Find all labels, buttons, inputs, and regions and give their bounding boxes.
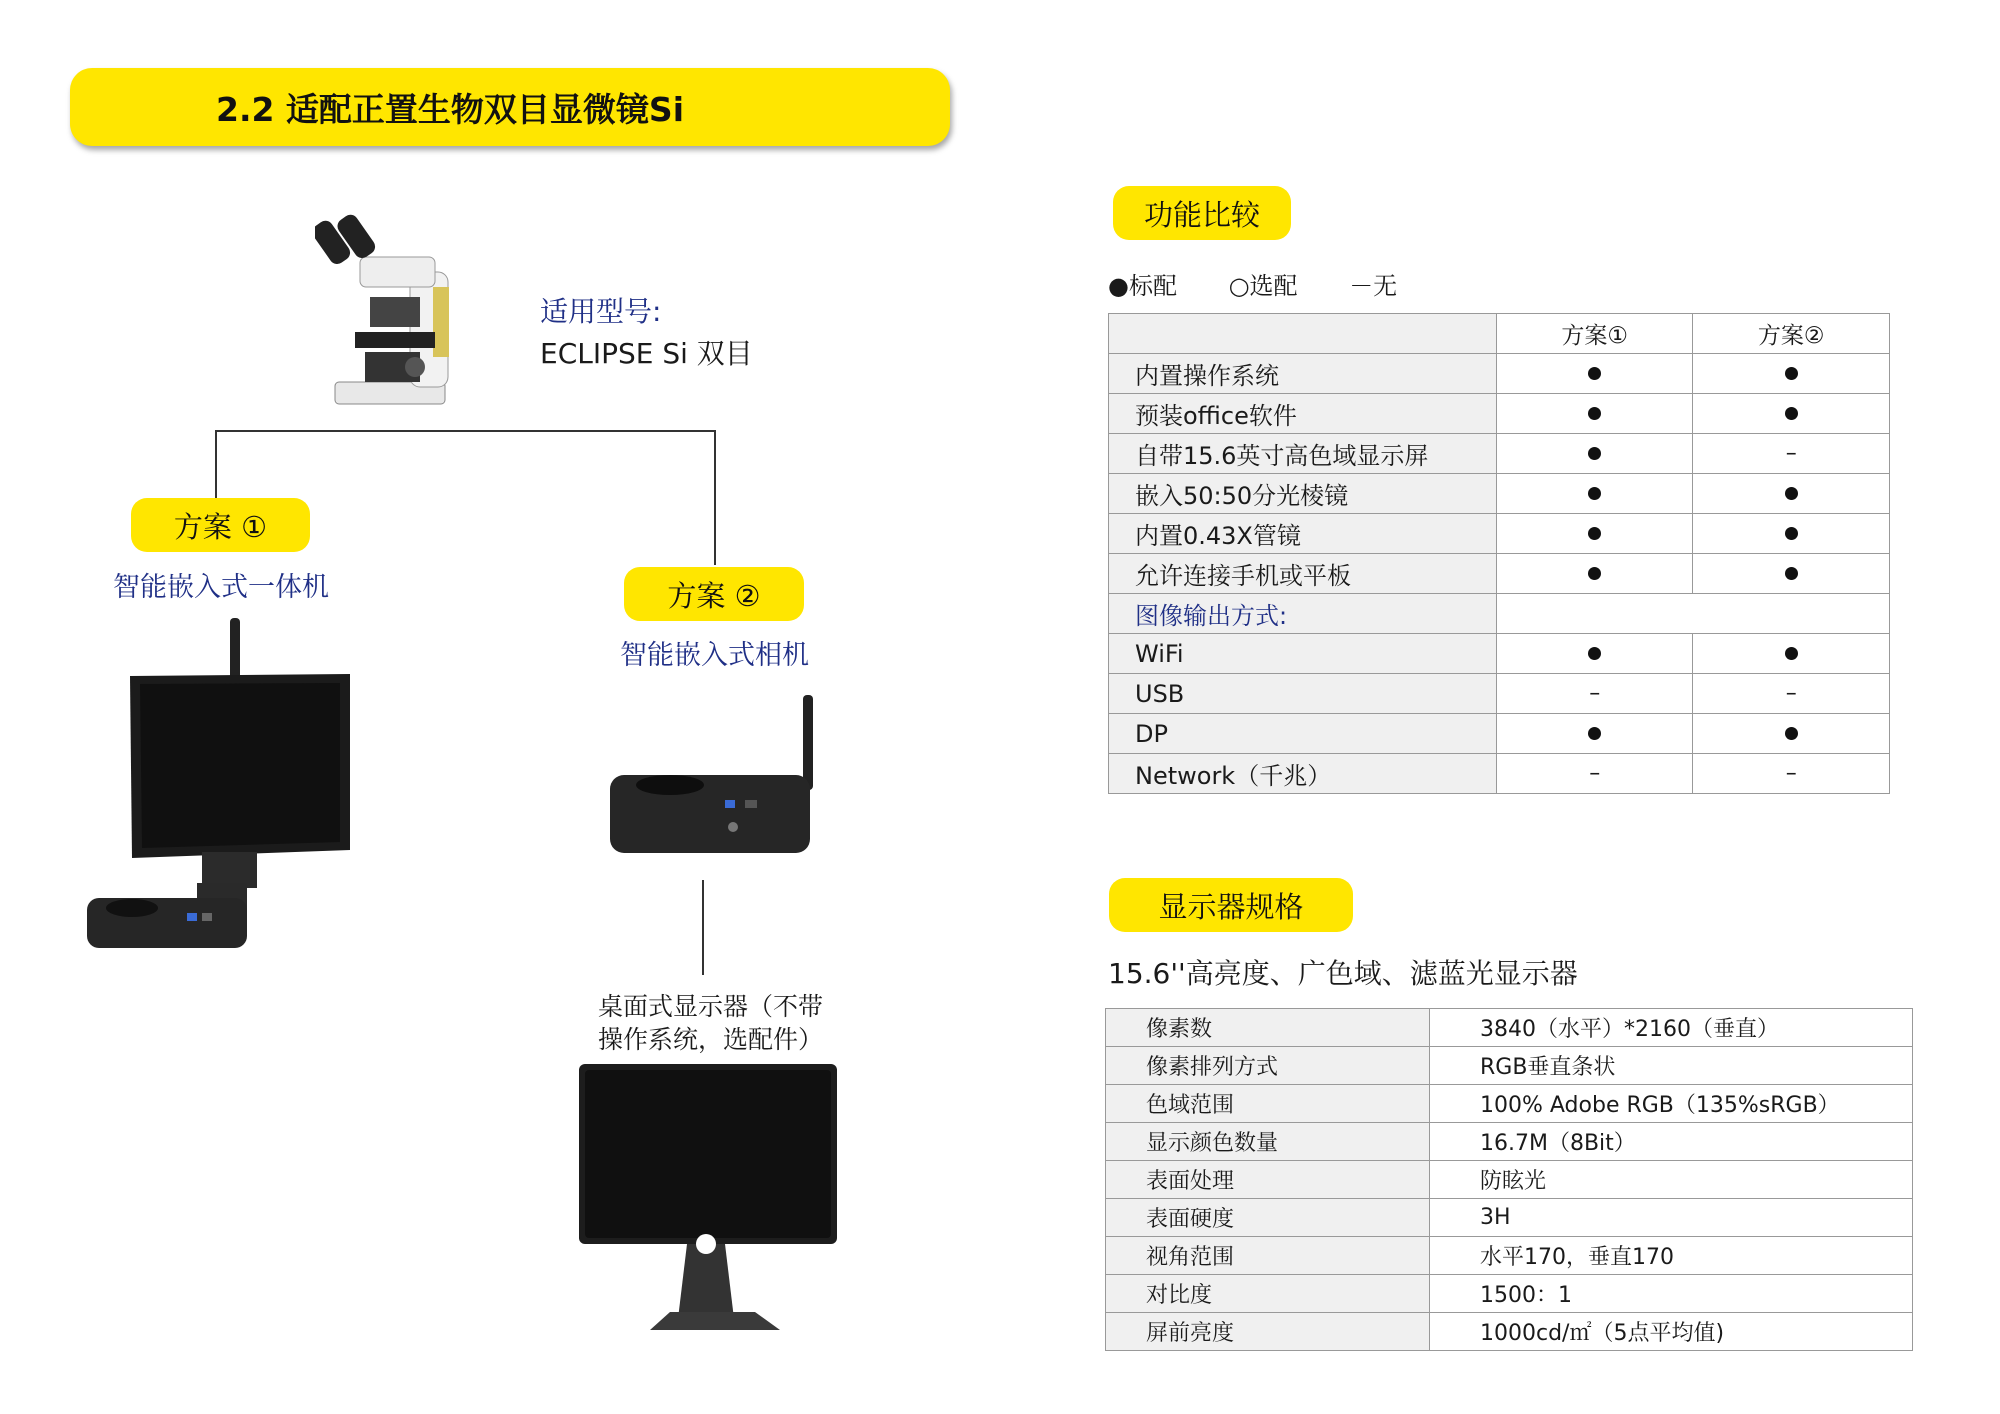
output-section-label: 图像输出方式: (1109, 594, 1497, 634)
feature-label: 预装office软件 (1109, 394, 1497, 434)
scheme1-value (1496, 434, 1693, 474)
table-row (1109, 434, 1890, 474)
tree-connector-monitor (702, 880, 704, 975)
spec-value: 水平170，垂直170 (1430, 1237, 1913, 1275)
scheme1-value (1496, 354, 1693, 394)
standard-dot-icon (1588, 407, 1601, 420)
standard-dot-icon (1588, 727, 1601, 740)
header-scheme2: 方案② (1693, 314, 1890, 354)
standard-dot-icon (1785, 407, 1798, 420)
header-blank-cell (1109, 314, 1497, 354)
scheme1-value (1496, 474, 1693, 514)
spec-value: RGB垂直条状 (1430, 1047, 1913, 1085)
embedded-camera-image (605, 695, 820, 870)
spec-value: 1000cd/㎡（5点平均值) (1430, 1313, 1913, 1351)
legend-none: －无 (1349, 272, 1398, 300)
standard-dot-icon (1785, 647, 1798, 660)
all-in-one-device-image (82, 618, 357, 958)
table-row (1109, 754, 1890, 794)
table-row (1106, 1047, 1913, 1085)
scheme2-value (1693, 474, 1890, 514)
spec-key: 像素数 (1106, 1009, 1430, 1047)
scheme1-badge: 方案 ① (131, 498, 310, 552)
spec-value: 100% Adobe RGB（135%sRGB） (1430, 1085, 1913, 1123)
output-section-blank (1496, 594, 1889, 634)
table-row (1106, 1009, 1913, 1047)
standard-dot-icon (1588, 567, 1601, 580)
spec-value: 防眩光 (1430, 1161, 1913, 1199)
standard-dot-icon (1588, 487, 1601, 500)
display-spec-heading: 显示器规格 (1109, 878, 1353, 932)
page-title-banner (70, 68, 950, 146)
spec-key: 显示颜色数量 (1106, 1123, 1430, 1161)
spec-key: 表面处理 (1106, 1161, 1430, 1199)
scheme2-value: – (1693, 434, 1890, 474)
desktop-monitor-note-line1: 桌面式显示器（不带 (598, 992, 824, 1021)
spec-value: 1500：1 (1430, 1275, 1913, 1313)
spec-key: 像素排列方式 (1106, 1047, 1430, 1085)
scheme1-value (1496, 634, 1693, 674)
legend-standard: ●标配 (1108, 272, 1177, 300)
display-spec-table (1105, 1008, 1913, 1351)
desktop-monitor-image (575, 1062, 840, 1342)
header-scheme1: 方案① (1496, 314, 1693, 354)
standard-dot-icon (1785, 527, 1798, 540)
standard-dot-icon (1785, 487, 1798, 500)
table-row (1109, 634, 1890, 674)
scheme1-value (1496, 714, 1693, 754)
table-row (1106, 1161, 1913, 1199)
tree-connector-left (215, 430, 217, 498)
scheme2-description: 智能嵌入式相机 (620, 640, 809, 671)
tree-connector-horizontal (215, 430, 715, 432)
table-row (1106, 1275, 1913, 1313)
scheme1-value: – (1496, 674, 1693, 714)
feature-label: DP (1109, 714, 1497, 754)
tree-connector-right (714, 430, 716, 565)
output-section-row (1109, 594, 1890, 634)
feature-label: Network（千兆） (1109, 754, 1497, 794)
spec-key: 色域范围 (1106, 1085, 1430, 1123)
table-row (1109, 474, 1890, 514)
feature-label: 内置操作系统 (1109, 354, 1497, 394)
feature-label: 嵌入50:50分光棱镜 (1109, 474, 1497, 514)
table-row (1106, 1237, 1913, 1275)
scheme1-value: – (1496, 754, 1693, 794)
comparison-table (1108, 313, 1890, 794)
table-row (1109, 714, 1890, 754)
standard-dot-icon (1785, 567, 1798, 580)
table-row (1109, 354, 1890, 394)
spec-value: 16.7M（8Bit） (1430, 1123, 1913, 1161)
standard-dot-icon (1588, 447, 1601, 460)
spec-key: 屏前亮度 (1106, 1313, 1430, 1351)
scheme1-value (1496, 394, 1693, 434)
table-row (1106, 1085, 1913, 1123)
table-row (1109, 514, 1890, 554)
feature-label: USB (1109, 674, 1497, 714)
table-row (1109, 554, 1890, 594)
comparison-heading: 功能比较 (1113, 186, 1291, 240)
desktop-monitor-note (598, 990, 823, 1056)
scheme2-value (1693, 634, 1890, 674)
spec-value: 3840（水平）*2160（垂直） (1430, 1009, 1913, 1047)
legend-optional: ○选配 (1228, 272, 1298, 300)
scheme2-value (1693, 714, 1890, 754)
scheme2-value: – (1693, 754, 1890, 794)
standard-dot-icon (1588, 367, 1601, 380)
table-row (1109, 394, 1890, 434)
feature-label: 内置0.43X管镜 (1109, 514, 1497, 554)
page-title: 2.2 适配正置生物双目显微镜Si (215, 89, 685, 129)
table-row (1106, 1199, 1913, 1237)
feature-label: 允许连接手机或平板 (1109, 554, 1497, 594)
standard-dot-icon (1785, 367, 1798, 380)
scheme1-value (1496, 514, 1693, 554)
scheme2-value: – (1693, 674, 1890, 714)
standard-dot-icon (1785, 727, 1798, 740)
scheme2-value (1693, 354, 1890, 394)
desktop-monitor-note-line2: 操作系统，选配件） (598, 1025, 824, 1054)
feature-label: 自带15.6英寸高色域显示屏 (1109, 434, 1497, 474)
scheme2-value (1693, 554, 1890, 594)
table-row (1109, 674, 1890, 714)
scheme1-description: 智能嵌入式一体机 (113, 572, 329, 603)
display-spec-subtitle: 15.6''高亮度、广色域、滤蓝光显示器 (1108, 957, 1578, 990)
spec-value: 3H (1430, 1199, 1913, 1237)
table-row (1106, 1313, 1913, 1351)
model-value: ECLIPSE Si 双目 (540, 337, 753, 370)
model-label: 适用型号: (540, 295, 662, 328)
scheme2-badge: 方案 ② (624, 567, 804, 621)
spec-key: 对比度 (1106, 1275, 1430, 1313)
comparison-legend (1108, 266, 1441, 301)
scheme2-value (1693, 514, 1890, 554)
scheme2-value (1693, 394, 1890, 434)
table-header-row (1109, 314, 1890, 354)
scheme1-value (1496, 554, 1693, 594)
standard-dot-icon (1588, 527, 1601, 540)
feature-label: WiFi (1109, 634, 1497, 674)
table-row (1106, 1123, 1913, 1161)
spec-key: 视角范围 (1106, 1237, 1430, 1275)
microscope-image (315, 212, 475, 412)
spec-key: 表面硬度 (1106, 1199, 1430, 1237)
standard-dot-icon (1588, 647, 1601, 660)
